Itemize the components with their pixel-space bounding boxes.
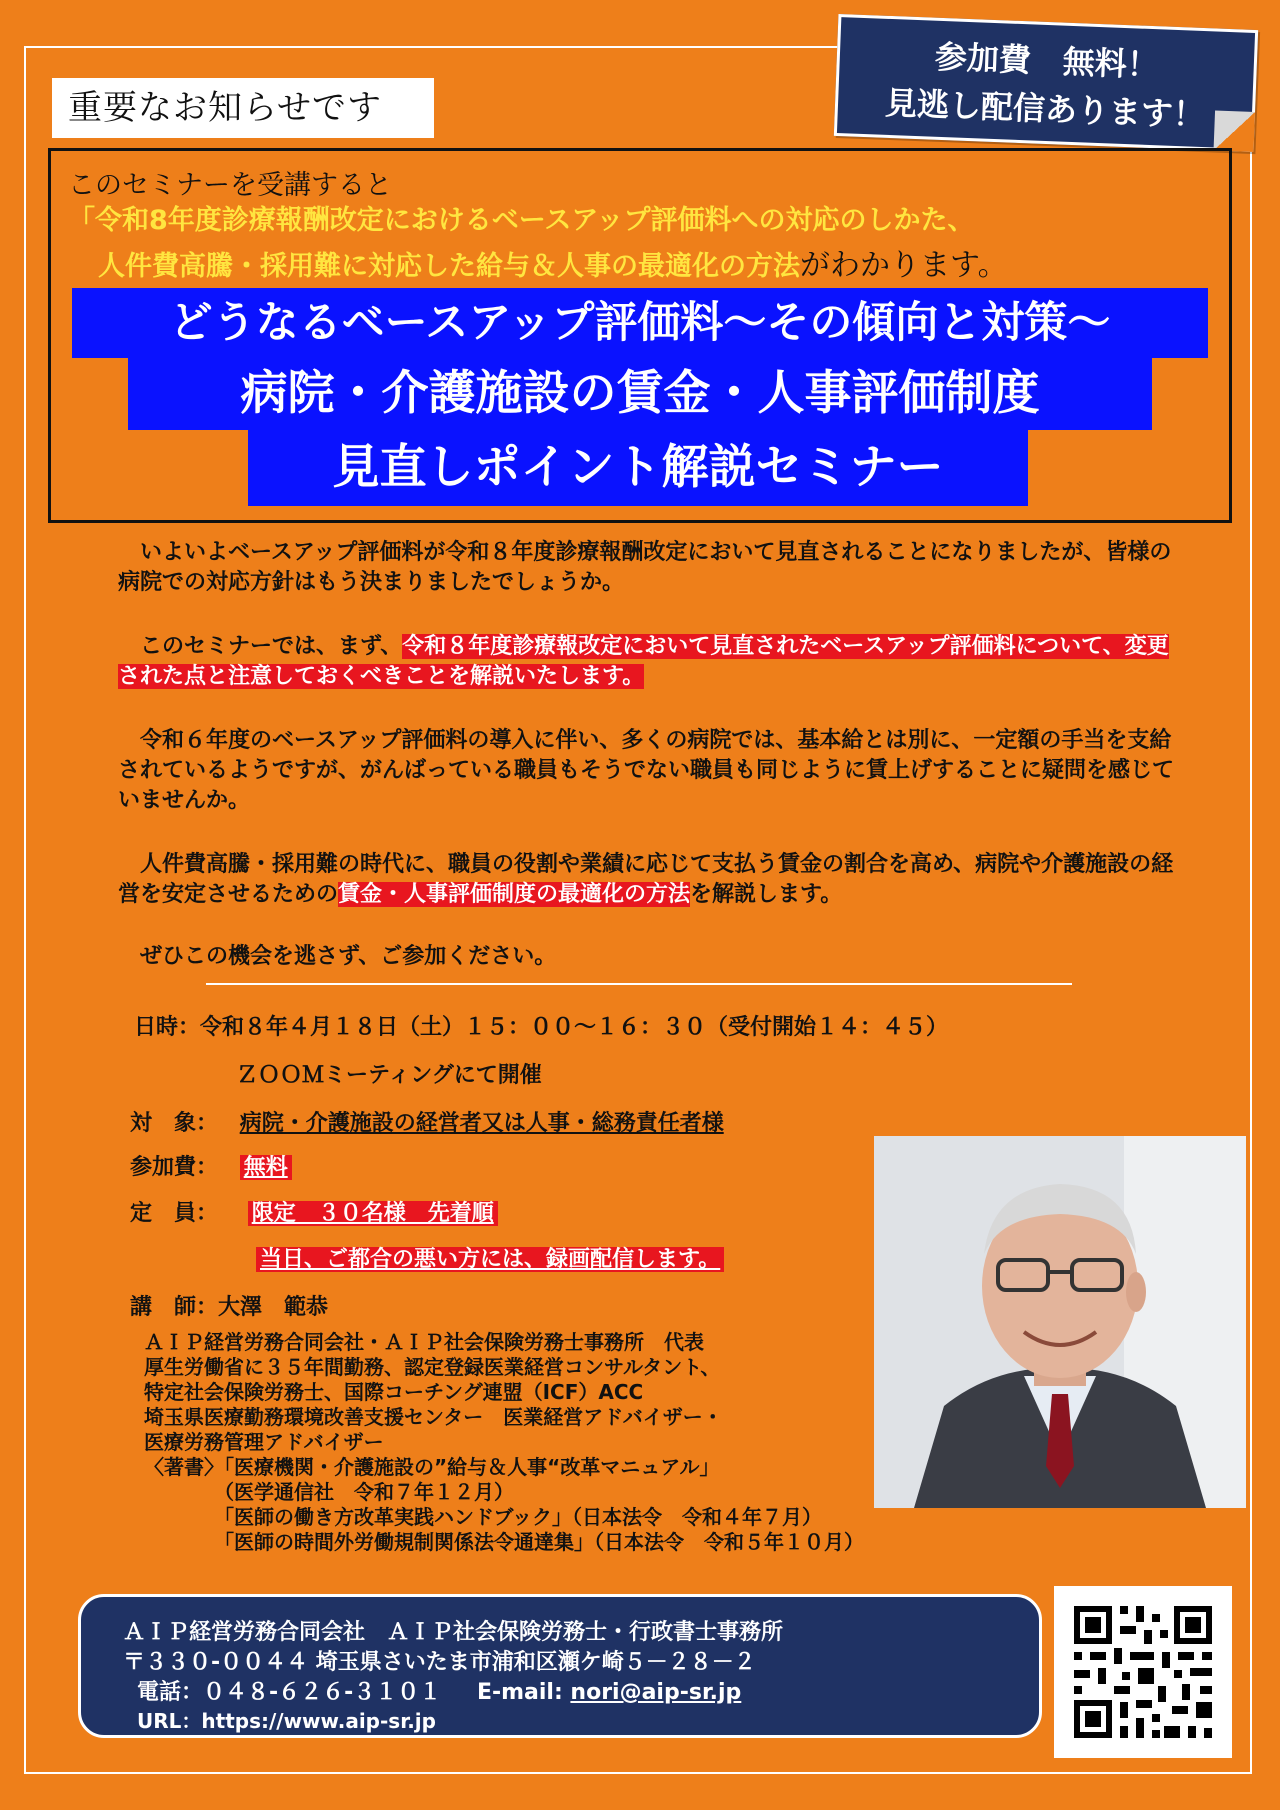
bio-line: 「医師の時間外労働規制関係法令通達集」（日本法令 令和５年１０月）: [144, 1530, 864, 1554]
fee-value: 無料: [240, 1155, 292, 1180]
bio-line: 〈著書〉「医療機関・介護施設の”給与＆人事“改革マニュアル」: [144, 1455, 720, 1479]
lecturer-bio: [144, 1330, 864, 1555]
free-fee-badge: [834, 14, 1258, 152]
contact-footer: [78, 1594, 1042, 1738]
body-paragraph-4: [118, 850, 1178, 910]
bio-line: 厚生労働省に３５年間勤務、認定登録医業経営コンサルタント、: [144, 1355, 721, 1379]
venue-text: ＺＯＯＭミーティングにて開催: [236, 1063, 542, 1088]
bio-line: 医療労務管理アドバイザー: [144, 1430, 384, 1454]
recording-notice: [256, 1242, 724, 1273]
capacity-value: 限定 ３０名様 先着順: [248, 1201, 498, 1226]
badge-line-fee: 参加費 無料！: [934, 37, 1160, 85]
bio-line: 埼玉県医療勤務環境改善支援センター 医業経営アドバイザー・: [144, 1405, 723, 1429]
lecturer-photo: [874, 1136, 1246, 1508]
email-label: E-mail:: [476, 1680, 571, 1705]
datetime-value: 令和８年４月１８日（土）１５：００～１６：３０（受付開始１４：４５）: [200, 1015, 949, 1040]
benefit-line-1: 「令和8年度診療報酬改定におけるベースアップ評価料への対応のしかた、: [68, 205, 975, 236]
footer-address: 〒３３０-００４４ 埼玉県さいたま市浦和区瀬ケ崎５－２８－２: [123, 1650, 756, 1675]
body-paragraph-2-highlight: 令和８年度診療報改定において見直されたベースアップ評価料について、変更された点と注意しておくべきことを解説いたします。: [118, 634, 1169, 689]
tel-label: 電話：: [137, 1680, 204, 1705]
bio-line: ＡＩＰ経営労務合同会社・ＡＩＰ社会保険労務士事務所 代表: [144, 1330, 704, 1354]
footer-contact-row: [137, 1675, 741, 1706]
datetime-label: 日時：: [134, 1015, 201, 1040]
body-paragraph-5: ぜひこの機会を逃さず、ご参加ください。: [118, 944, 557, 969]
body-paragraph-3: 令和６年度のベースアップ評価料の導入に伴い、多くの病院では、基本給とは別に、一定額の手当を支給されているようですが、がんばっている職員もそうでない職員も同じように賃上げすることに疑問を感じていませんか。: [118, 728, 1175, 813]
important-notice-tag: 重要なお知らせです: [52, 78, 434, 138]
lecturer-name: 大澤 範恭: [218, 1295, 329, 1320]
intro-text: このセミナーを受講すると: [68, 170, 392, 201]
badge-line-replay: 見逃し配信あります！: [884, 83, 1206, 135]
recording-notice-text: 当日、ご都合の悪い方には、録画配信します。: [256, 1247, 724, 1272]
target-value: 病院・介護施設の経営者又は人事・総務責任者様: [239, 1111, 724, 1136]
body-paragraph-4-highlight: 賃金・人事評価制度の最適化の方法: [338, 882, 691, 907]
fee-row: [130, 1150, 292, 1181]
bio-line: 特定社会保険労務士、国際コーチング連盟（ICF）ACC: [144, 1380, 644, 1404]
email-link[interactable]: nori@aip-sr.jp: [570, 1680, 742, 1705]
seminar-title-line-2: 病院・介護施設の賃金・人事評価制度: [128, 358, 1152, 430]
footer-organization: ＡＩＰ経営労務合同会社 ＡＩＰ社会保険労務士・行政書士事務所: [123, 1620, 784, 1645]
fee-label: 参加費：: [130, 1155, 219, 1180]
capacity-row: [130, 1196, 498, 1227]
target-row: [130, 1106, 724, 1137]
capacity-label: 定 員：: [130, 1201, 219, 1226]
benefit-tail: がわかります。: [800, 248, 1008, 283]
seminar-title-line-3: 見直しポイント解説セミナー: [248, 430, 1028, 506]
footer-url-row: [137, 1705, 436, 1734]
page-curl-decoration: [1214, 111, 1256, 153]
body-paragraph-4-lead: 人件費高騰・採用難の時代に、職員の役割や業績に応じて支払う賃金の割合を高め、病院や介護施設の経営を安定させるための: [118, 852, 1174, 907]
benefit-line-2: [98, 240, 1008, 284]
body-paragraph-1: いよいよベースアップ評価料が令和８年度診療報酬改定において見直されることになりましたが、皆様の病院での対応方針はもう決まりましたでしょうか。: [118, 540, 1172, 595]
body-paragraph-2: [118, 632, 1178, 692]
body-paragraph-2-lead: このセミナーでは、まず、: [118, 634, 403, 659]
benefit-highlight: 人件費高騰・採用難に対応した給与＆人事の最適化の方法: [98, 251, 800, 282]
datetime-row: [134, 1010, 948, 1041]
url-label: URL：: [137, 1709, 202, 1733]
body-paragraph-4-tail: を解説します。: [690, 882, 843, 907]
qr-code-icon[interactable]: [1054, 1586, 1232, 1758]
bio-line: 「医師の働き方改革実践ハンドブック」（日本法令 令和４年７月）: [144, 1505, 822, 1529]
seminar-title-line-1: どうなるベースアップ評価料～その傾向と対策～: [72, 288, 1208, 358]
tel-value: ０４８-６２６-３１０１: [203, 1680, 442, 1705]
lecturer-row: [130, 1290, 328, 1321]
target-label: 対 象：: [130, 1111, 219, 1136]
section-divider: [206, 983, 1072, 985]
bio-line: （医学通信社 令和７年１２月）: [144, 1480, 514, 1504]
url-link[interactable]: https://www.aip-sr.jp: [201, 1709, 436, 1733]
lecturer-label: 講 師：: [130, 1295, 219, 1320]
